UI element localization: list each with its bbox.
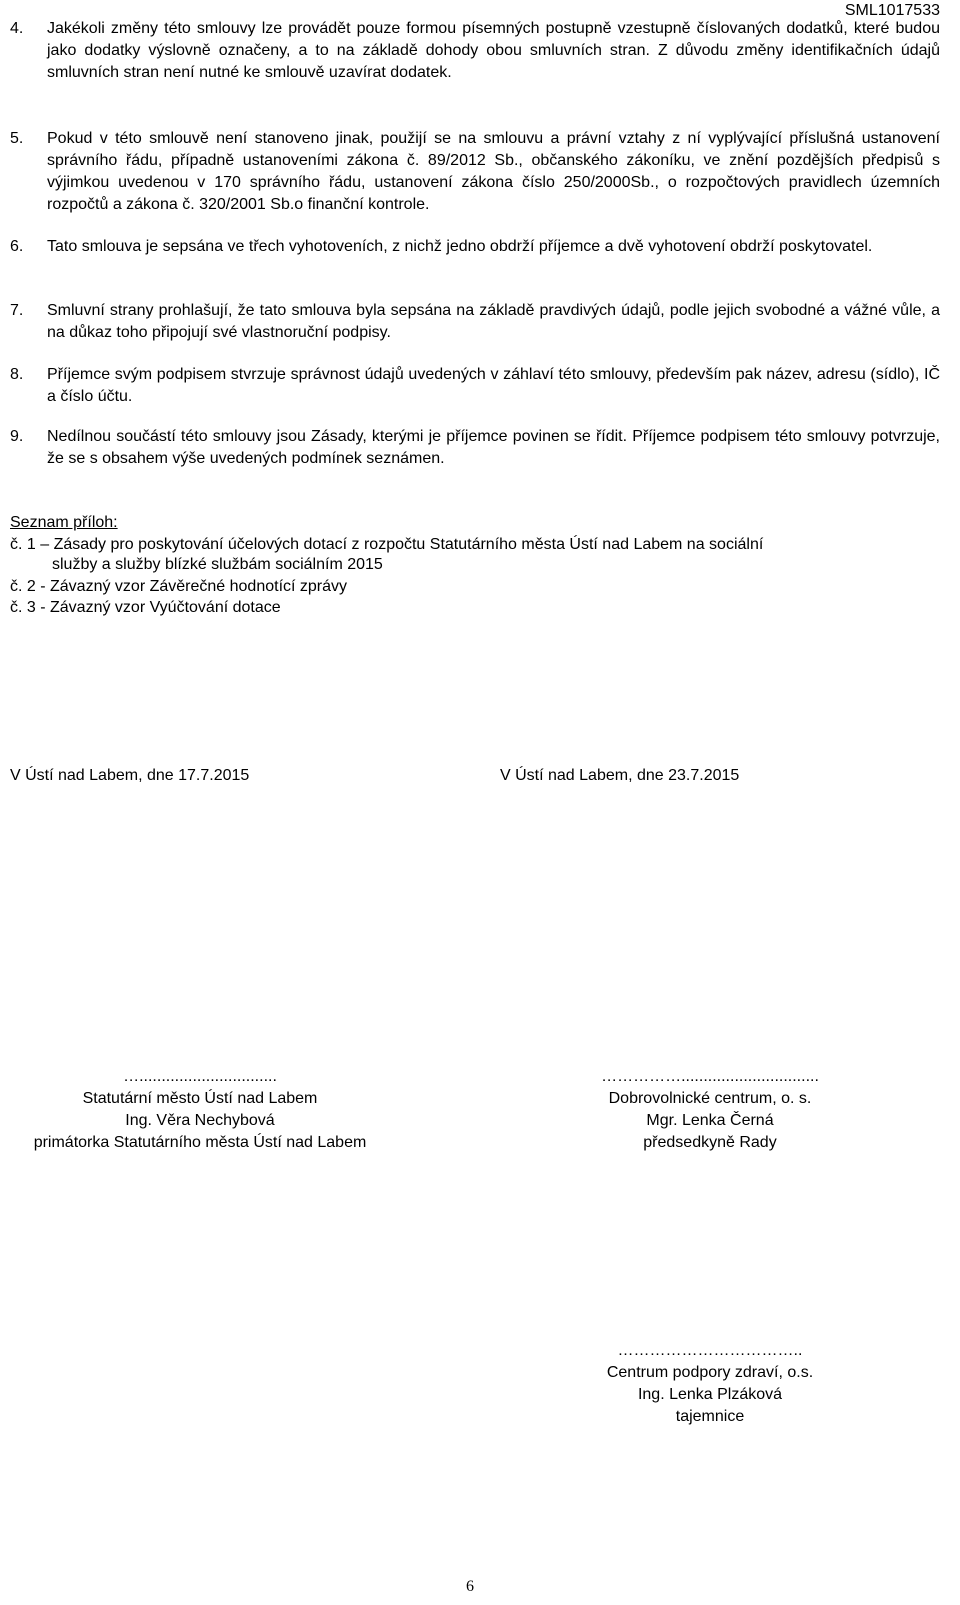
- clause-5: [10, 128, 940, 216]
- signatory-organization: Statutární město Ústí nad Labem: [82, 1090, 318, 1107]
- signatory-name: Mgr. Lenka Černá: [646, 1112, 774, 1129]
- signatory-role: primátorka Statutárního města Ústí nad Labem: [33, 1134, 367, 1151]
- clause-number: 4.: [10, 20, 24, 37]
- clause-number: 5.: [10, 130, 24, 147]
- clause-number: 9.: [10, 428, 24, 445]
- attachment-item-2: č. 2 - Závazný vzor Závěrečné hodnotící zprávy: [10, 578, 348, 595]
- signature-block-left: [0, 1066, 400, 1154]
- date-left: V Ústí nad Labem, dne 17.7.2015: [10, 767, 250, 784]
- clause-8: [10, 364, 940, 408]
- clause-text: Smluvní strany prohlašují, že tato smlouva byla sepsána na základě pravdivých údajů, podle jejich svobodné a vážné vůle, a na důkaz toho připojují své vlastnoruční podpisy.: [47, 302, 940, 341]
- clause-9: [10, 426, 940, 470]
- document-id: SML1017533: [844, 2, 940, 19]
- clause-7: [10, 300, 940, 344]
- clause-number: 7.: [10, 302, 24, 319]
- clause-number: 6.: [10, 238, 24, 255]
- page-number: 6: [466, 1578, 474, 1595]
- signature-line: …...............................: [123, 1068, 277, 1085]
- signatory-role: předsedkyně Rady: [643, 1134, 777, 1151]
- signatory-role: tajemnice: [675, 1408, 745, 1425]
- signature-block-third: [510, 1340, 910, 1428]
- clause-text: Jakékoli změny této smlouvy lze provádět pouze formou písemných postupně vzestupně číslovaných dodatků, které budou jako dodatky výslovně označeny, a to na základě dohody obou smluvních stran. Z důvodu změny identifikačních údajů smluvních stran není nutné ke smlouvě uzavírat dodatek.: [47, 20, 940, 81]
- clause-text: Nedílnou součástí této smlouvy jsou Zásady, kterými je příjemce povinen se řídit. Příjemce podpisem této smlouvy potvrzuje, že se s obsahem výše uvedených podmínek seznámen.: [47, 428, 940, 467]
- attachments-heading: Seznam příloh:: [10, 514, 118, 531]
- attachment-item-3: č. 3 - Závazný vzor Vyúčtování dotace: [10, 599, 281, 616]
- attachment-item-1: č. 1 – Zásady pro poskytování účelových dotací z rozpočtu Statutárního města Ústí nad Labem na sociální: [10, 536, 764, 553]
- clause-number: 8.: [10, 366, 24, 383]
- clause-text: Příjemce svým podpisem stvrzuje správnost údajů uvedených v záhlaví této smlouvy, především pak název, adresu (sídlo), IČ a číslo účtu.: [47, 366, 940, 405]
- signatory-organization: Dobrovolnické centrum, o. s.: [608, 1090, 812, 1107]
- clause-text: Tato smlouva je sepsána ve třech vyhotoveních, z nichž jedno obdrží příjemce a dvě vyhotovení obdrží poskytovatel.: [47, 238, 873, 255]
- signatory-name: Ing. Věra Nechybová: [125, 1112, 275, 1129]
- clause-text: Pokud v této smlouvě není stanoveno jinak, použijí se na smlouvu a právní vztahy z ní vyplývající příslušná ustanovení správního řádu, případně ustanoveními zákona č. 89/2012 Sb., občanského zákoníku, ve znění pozdějších předpisů s výjimkou uvedenou v 170 správního řádu, ustanovení zákona číslo 250/2000Sb., o rozpočtových pravidlech územních rozpočtů a zákona č. 320/2001 Sb.o finanční kontrole.: [47, 130, 940, 213]
- date-right: V Ústí nad Labem, dne 23.7.2015: [500, 767, 740, 784]
- clause-4: [10, 18, 940, 84]
- attachment-item-1-continued: služby a služby blízké službám sociálním 2015: [52, 556, 383, 573]
- signature-line: ……………...............................: [601, 1068, 819, 1085]
- signature-block-right: [510, 1066, 910, 1154]
- signatory-organization: Centrum podpory zdraví, o.s.: [606, 1364, 814, 1381]
- signatory-name: Ing. Lenka Plzáková: [637, 1386, 783, 1403]
- clause-6: [10, 236, 940, 258]
- signature-line: ……………………………..: [617, 1342, 803, 1359]
